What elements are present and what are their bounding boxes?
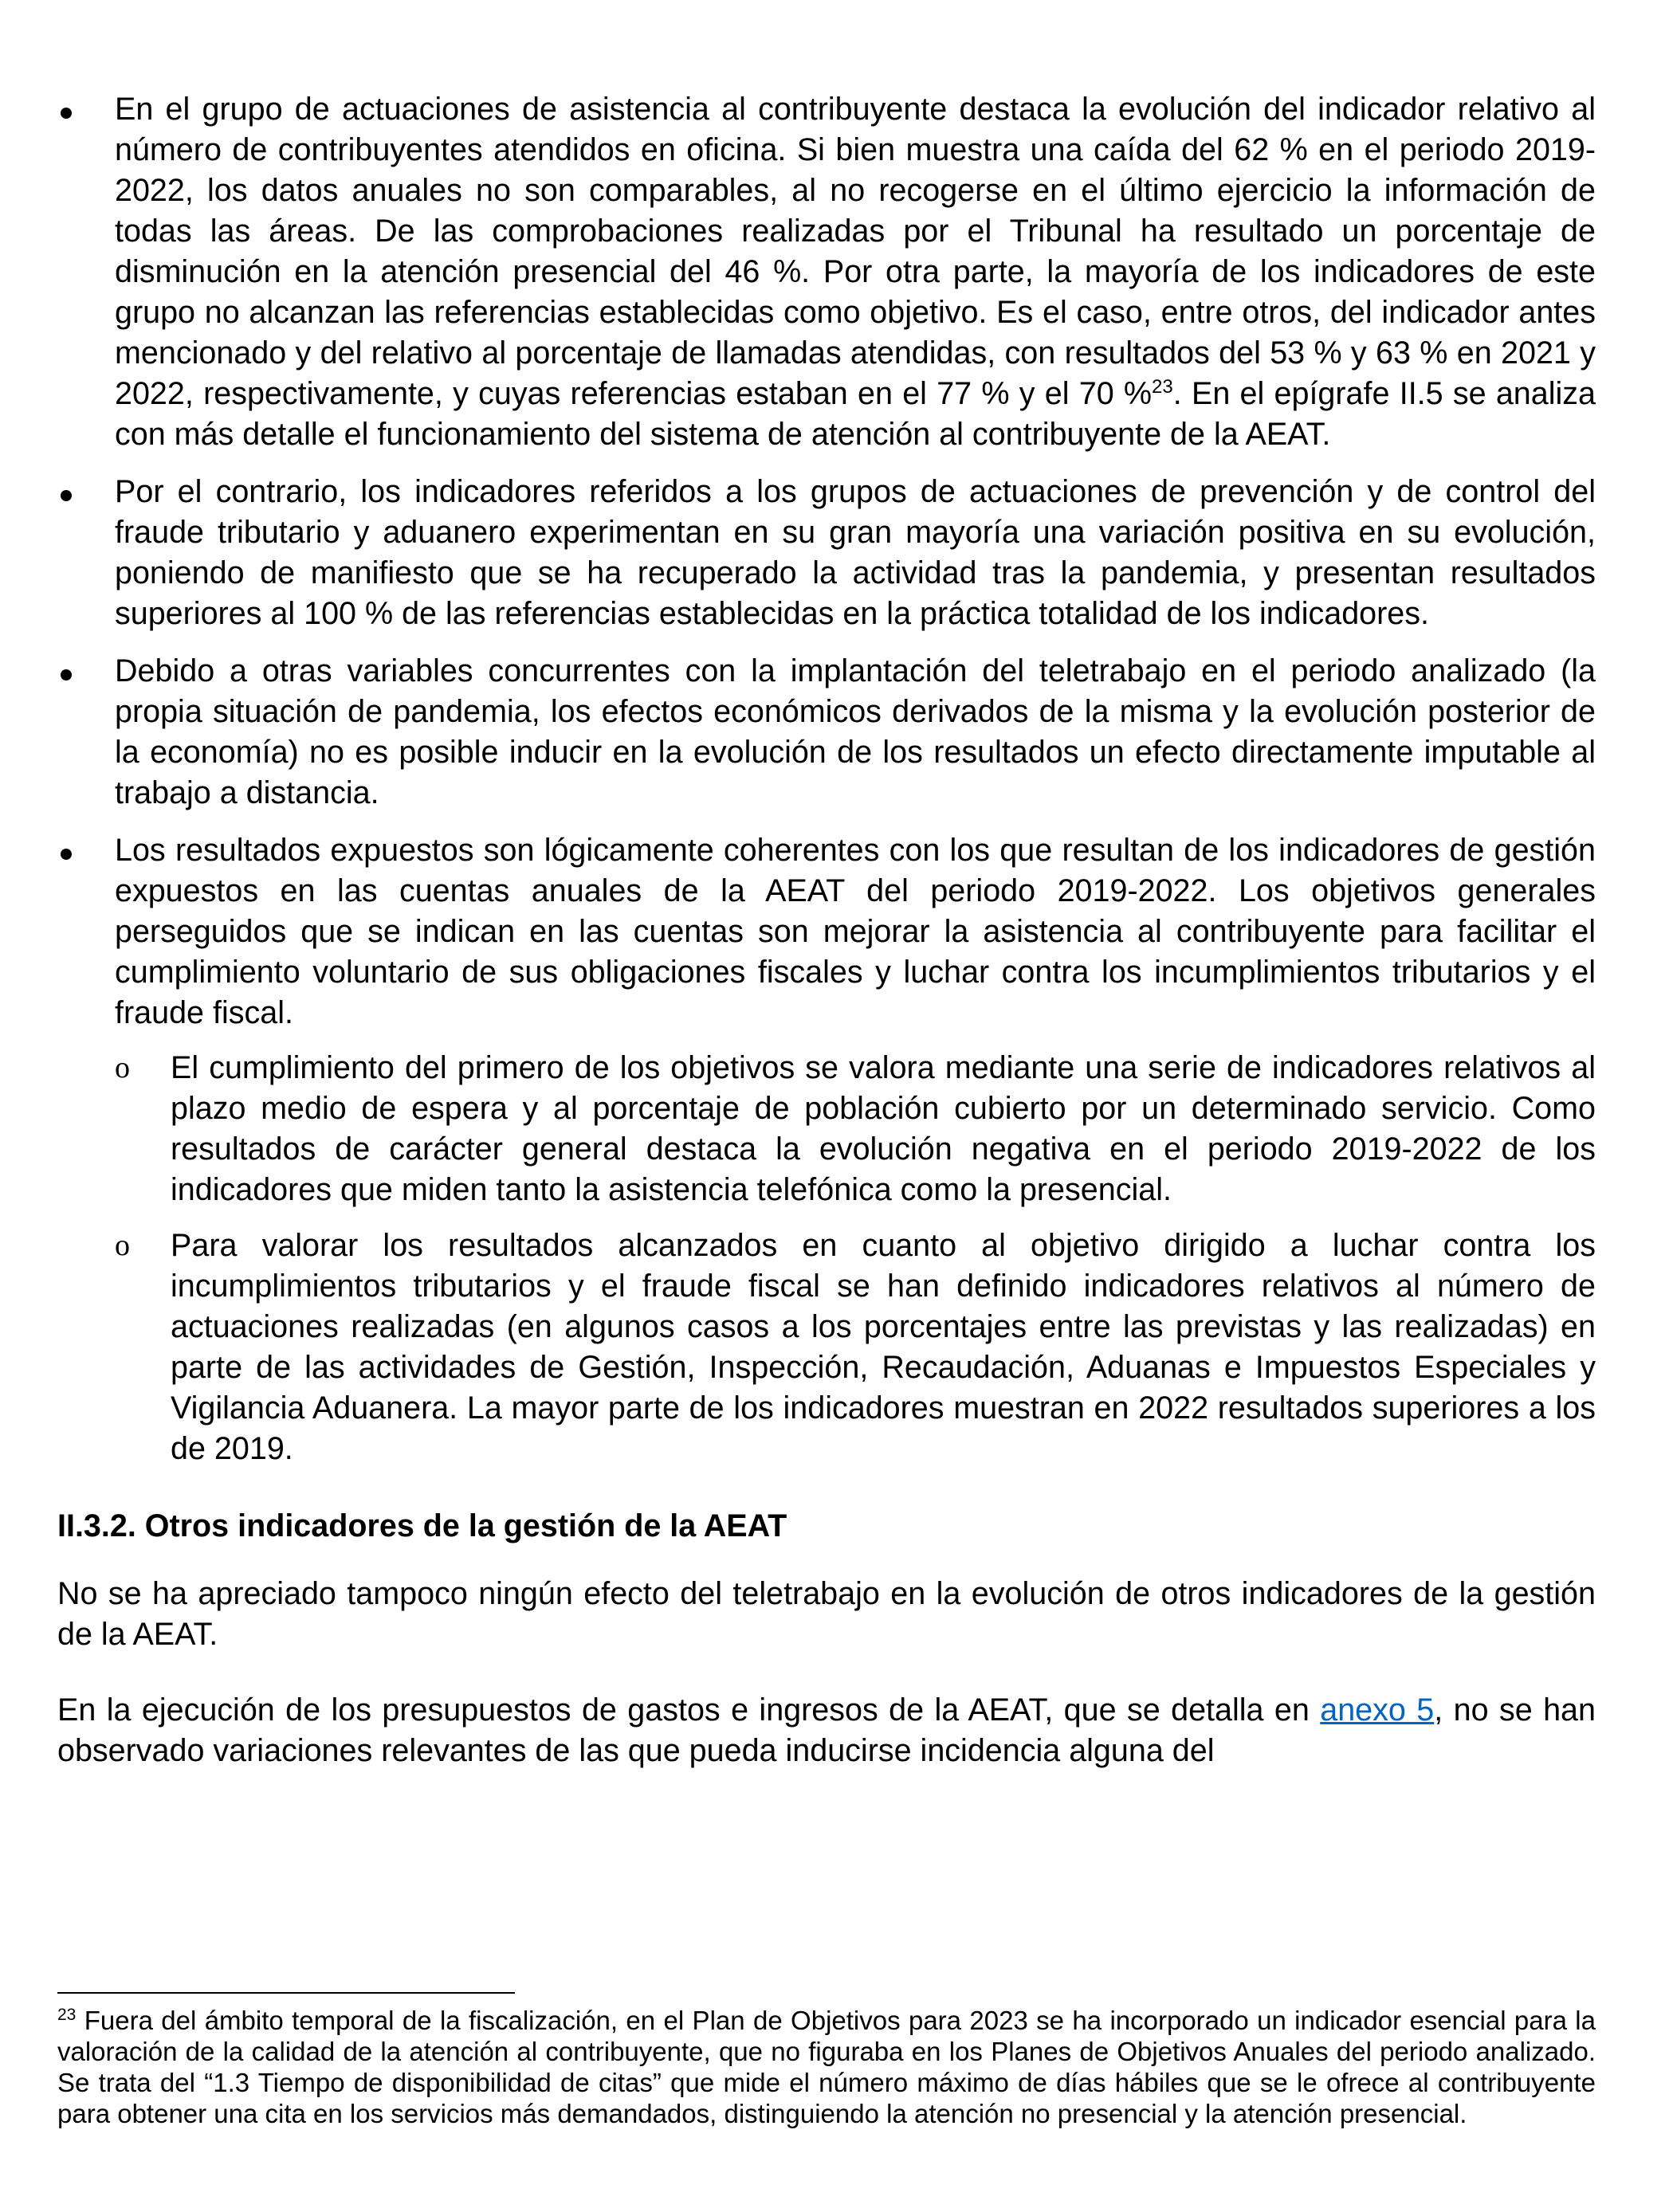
bullet-text-part: En el grupo de actuaciones de asistencia al contribuyente destaca la evolución del indicador relativo al número de contribuyentes atendidos en oficina. Si bien muestra una caída del 62 % en el periodo 2019-2022, los datos anuales no son comparables, al no recogerse en el último ejercicio la información de todas las áreas. De las comprobaciones realizadas por el Tribunal ha resultado un porcentaje de disminución en la atención presencial del 46 %. Por otra parte, la mayoría de los indicadores de este grupo no alcanzan las referencias establecidas como objetivo. Es el caso, entre otros, del indicador antes mencionado y del relativo al porcentaje de llamadas atendidas, con resultados del 53 % y 63 % en 2021 y 2022, respectivamente, y cuyas referencias estaban en el 77 % y el 70 % [115,92,1596,411]
sub-bullet-item [115,1226,1596,1469]
sub-bullet-circle-icon: o [115,1229,130,1262]
paragraph-text-part: En la ejecución de los presupuestos de gastos e ingresos de la AEAT, que se detalla en [57,1692,1321,1728]
bullet-item-prevention [57,472,1596,634]
sub-bullet-item [115,1048,1596,1210]
page-content [57,89,1596,1806]
bullet-item-attendance [57,89,1596,455]
paragraph-text-part: , no se han observado variaciones relevantes de las que pueda inducirse incidencia alguna del [57,1692,1596,1768]
bullet-text-part: . En el epígrafe II.5 se analiza con más detalle el funcionamiento del sistema de atención al contribuyente de la AEAT. [115,376,1596,452]
section-paragraph: No se ha apreciado tampoco ningún efecto del teletrabajo en la evolución de otros indicadores de la gestión de la AEAT. [57,1576,1596,1652]
footnote [57,2005,1596,2129]
annex-5-link[interactable]: anexo 5 [1320,1692,1435,1728]
bullet-dot-icon [61,490,72,501]
bullet-text [115,89,1596,455]
bullet-text: Por el contrario, los indicadores referidos a los grupos de actuaciones de prevención y de control del fraude tributario y aduanero experimentan en su gran mayoría una variación positiva en su evolución, poniendo de manifiesto que se ha recuperado la actividad tras la pandemia, y presentan resultados superiores al 100 % de las referencias establecidas en la práctica totalidad de los indicadores. [115,474,1596,631]
footnote-number: 23 [57,2006,77,2024]
bullet-text: Los resultados expuestos son lógicamente coherentes con los que resultan de los indicadores de gestión expuestos en las cuentas anuales de la AEAT del periodo 2019-2022. Los objetivos generales perseguidos que se indican en las cuentas son mejorar la asistencia al contribuyente para facilitar el cumplimiento voluntario de sus obligaciones fiscales y luchar contra los incumplimientos tributarios y el fraude fiscal. [115,833,1596,1030]
bullet-item-telework [57,651,1596,814]
sub-bullet-text: El cumplimiento del primero de los objetivos se valora mediante una serie de indicadores relativos al plazo medio de espera y al porcentaje de población cubierto por un determinado servicio. Como resultados de carácter general destaca la evolución negativa en el periodo 2019-2022 de los indicadores que miden tanto la asistencia telefónica como la presencial. [171,1050,1596,1207]
section-heading: II.3.2. Otros indicadores de la gestión de la AEAT [57,1508,787,1543]
bullet-item-results [57,830,1596,1469]
bullet-dot-icon [61,669,72,680]
bullet-dot-icon [61,108,72,119]
sub-bullet-text: Para valorar los resultados alcanzados en cuanto al objetivo dirigido a luchar contra los incumplimientos tributarios y el fraude fiscal se han definido indicadores relativos al número de actuaciones realizadas (en algunos casos a los porcentajes entre las previstas y las realizadas) en parte de las actividades de Gestión, Inspección, Recaudación, Aduanas e Impuestos Especiales y Vigilancia Aduanera. La mayor parte de los indicadores muestran en 2022 resultados superiores a los de 2019. [171,1228,1596,1466]
sub-bullet-list [115,1048,1596,1469]
bullet-list [57,89,1596,1469]
footnote-separator [57,1992,515,1994]
footnote-text: Fuera del ámbito temporal de la fiscalización, en el Plan de Objetivos para 2023 se ha incorporado un indicador esencial para la valoración de la calidad de la atención al contribuyente, que no figuraba en los Planes de Objetivos Anuales del periodo analizado. Se trata del “1.3 Tiempo de disponibilidad de citas” que mide el número máximo de días hábiles que se le ofrece al contribuyente para obtener una cita en los servicios más demandados, distinguiendo la atención no presencial y la atención presencial. [57,2006,1596,2128]
section-paragraph [57,1690,1596,1771]
sub-bullet-circle-icon: o [115,1051,130,1084]
bullet-text: Debido a otras variables concurrentes con la implantación del teletrabajo en el periodo analizado (la propia situación de pandemia, los efectos económicos derivados de la misma y la evolución posterior de la economía) no es posible inducir en la evolución de los resultados un efecto directamente imputable al trabajo a distancia. [115,653,1596,810]
footnote-reference[interactable]: 23 [1152,376,1173,398]
bullet-dot-icon [61,849,72,860]
